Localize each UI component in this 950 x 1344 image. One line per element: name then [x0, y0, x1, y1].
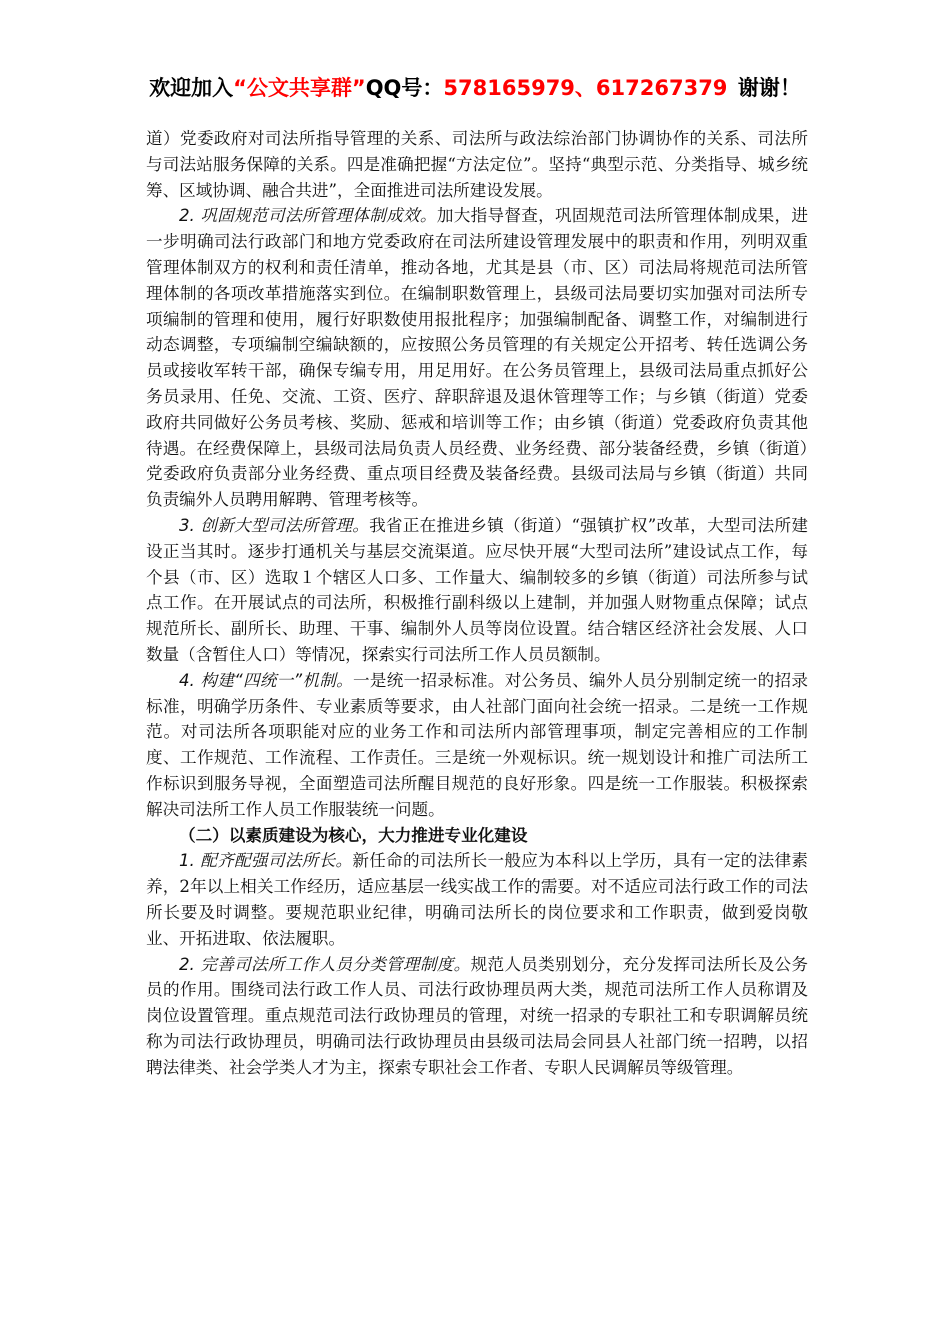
item-2-lead: 2. 巩固规范司法所管理体制成效。: [179, 206, 437, 226]
paragraph-item-4: [146, 668, 808, 823]
document-body: [146, 126, 808, 1080]
paragraph-item-3: [146, 513, 808, 668]
header-banner: [0, 72, 950, 102]
header-qq-label: QQ号：: [365, 76, 444, 100]
paragraph-section2-item-2: [146, 952, 808, 1081]
item-4-body: 一是统一招录标准。对公务员、编外人员分别制定统一的招录标准，明确学历条件、专业素质等要求，由人社部门面向社会统一招录。二是统一工作规范。对司法所各项职能对应的业务工作和司法所内部管理事项，制定完善相应的工作制度、工作规范、工作流程、工作责任。三是统一外观标识。统一规划设计和推广司法所工作标识到服务导视，全面塑造司法所醒目规范的良好形象。四是统一工作服装。积极探索解决司法所工作人员工作服装统一问题。: [146, 670, 808, 819]
paragraph-item-2: [146, 203, 808, 513]
item-3-lead: 3. 创新大型司法所管理。: [179, 515, 370, 535]
header-group-name: “公文共享群”: [233, 76, 366, 100]
paragraph-section2-item-1: [146, 848, 808, 951]
section-heading: （二）以素质建设为核心，大力推进专业化建设: [179, 825, 528, 845]
item-2-body: 加大指导督查，巩固规范司法所管理体制成果，进一步明确司法行政部门和地方党委政府在司法所建设管理发展中的职责和作用，列明双重管理体制双方的权利和责任清单，推动各地，尤其是县（市、区）司法局将规范司法所管理体制的各项改革措施落实到位。在编制职数管理上，县级司法局要切实加强对司法所专项编制的管理和使用，履行好职数使用报批程序；加强编制配备、调整工作，对编制进行动态调整，专项编制空编缺额的，应按照公务员管理的有关规定公开招考、转任选调公务员或接收军转干部，确保专编专用，用足用好。在公务员管理上，县级司法局重点抓好公务员录用、任免、交流、工资、医疗、辞职辞退及退休管理等工作；与乡镇（街道）党委政府共同做好公务员考核、奖励、惩戒和培训等工作；由乡镇（街道）党委政府负责其他待遇。在经费保障上，县级司法局负责人员经费、业务经费、部分装备经费，乡镇（街道）党委政府负责部分业务经费、重点项目经费及装备经费。县级司法局与乡镇（街道）共同负责编外人员聘用解聘、管理考核等。: [146, 206, 809, 510]
section2-item-2-body: 规范人员类别划分，充分发挥司法所长及公务员的作用。围绕司法行政工作人员、司法行政协理员两大类，规范司法所工作人员称谓及岗位设置管理。重点规范司法行政协理员的管理，对统一招录的专职社工和专职调解员统称为司法行政协理员，明确司法行政协理员由县级司法局会同县人社部门统一招聘，以招聘法律类、社会学类人才为主，探索专职社会工作者、专职人民调解员等级管理。: [146, 954, 809, 1077]
item-3-body: 我省正在推进乡镇（街道）“强镇扩权”改革，大型司法所建设正当其时。逐步打通机关与基层交流渠道。应尽快开展“大型司法所”建设试点工作，每个县（市、区）选取１个辖区人口多、工作量大、编制较多的乡镇（街道）司法所参与试点工作。在开展试点的司法所，积极推行副科级以上建制，并加强人财物重点保障；试点规范所长、副所长、助理、干事、编制外人员等岗位设置。结合辖区经济社会发展、人口数量（含暂住人口）等情况，探索实行司法所工作人员员额制。: [146, 515, 808, 664]
section2-item-2-lead: 2. 完善司法所工作人员分类管理制度。: [179, 954, 471, 974]
header-thanks: 谢谢！: [737, 76, 801, 100]
header-prefix: 欢迎加入: [149, 76, 234, 100]
paragraph-continuation: 道）党委政府对司法所指导管理的关系、司法所与政法综治部门协调协作的关系、司法所与司法站服务保障的关系。四是准确把握“方法定位”。坚持“典型示范、分类指导、城乡统筹、区域协调、融合共进”，全面推进司法所建设发展。: [146, 129, 808, 200]
section2-item-1-lead: 1. 配齐配强司法所长。: [179, 851, 353, 871]
item-4-lead: 4. 构建“四统一”机制。: [179, 670, 353, 690]
header-qq-numbers: 578165979、617267379: [443, 76, 728, 100]
section2-item-1-body: 新任命的司法所长一般应为本科以上学历，具有一定的法律素养，2年以上相关工作经历，适应基层一线实战工作的需要。对不适应司法行政工作的司法所长要及时调整。要规范职业纪律，明确司法所长的岗位要求和工作职责，做到爱岗敬业、开拓进取、依法履职。: [146, 851, 808, 948]
